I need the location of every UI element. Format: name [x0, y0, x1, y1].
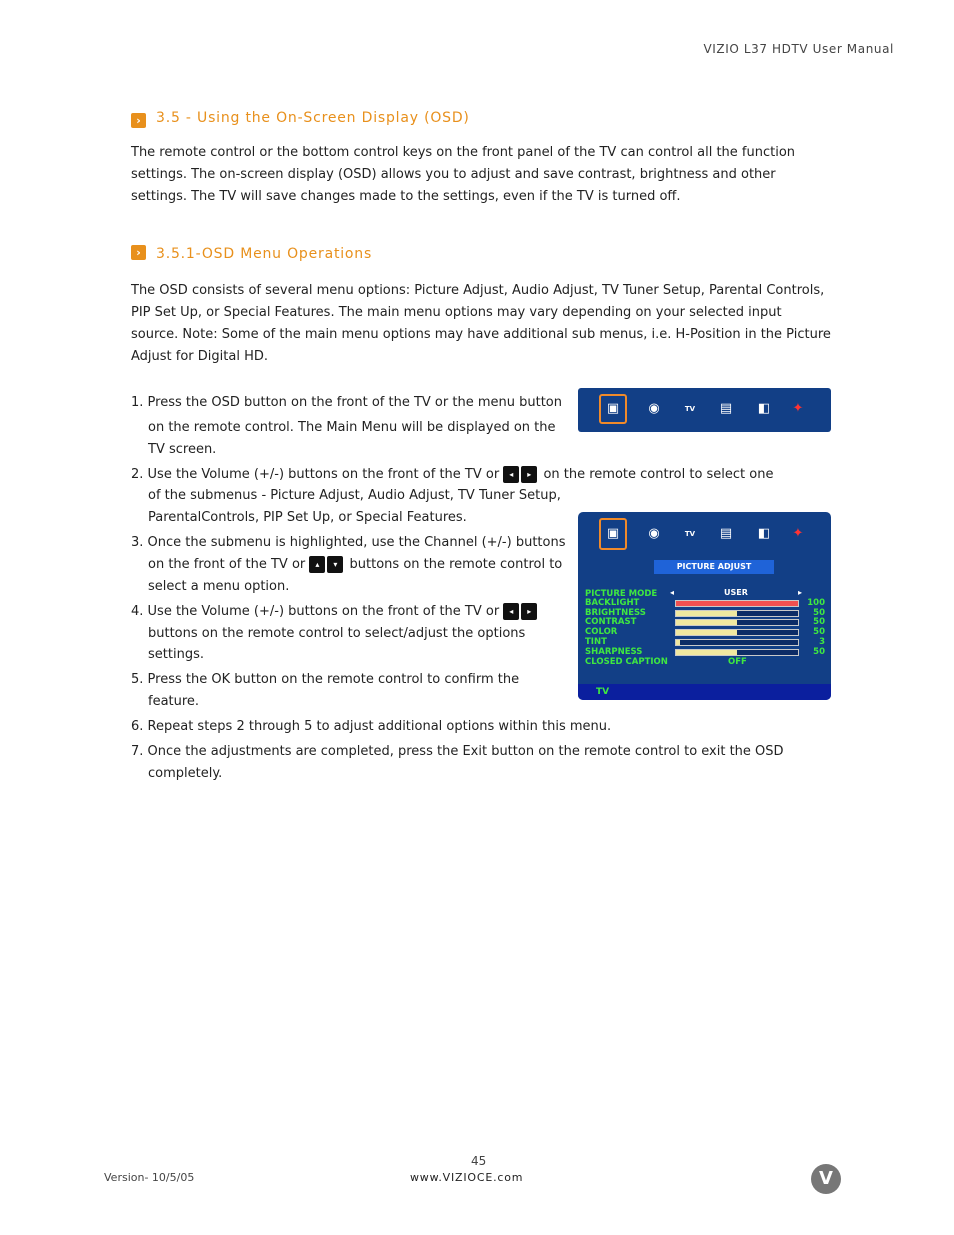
lock-icon: ▤	[719, 526, 733, 541]
section-body: The remote control or the bottom control keys on the front panel of the TV can control all the function settings. The on-screen display (OSD) allows you to adjust and save contrast, brightness and other settings. The TV will save changes made to the settings, even if the TV is turned off.	[131, 145, 796, 204]
step-5-line-2: feature.	[148, 694, 200, 709]
step-4-text: 4. Use the Volume (+/-) buttons on the front of the TV or	[131, 604, 500, 619]
picture-mode-value: USER	[724, 588, 748, 597]
picture-icon: ▣	[606, 526, 620, 541]
pip-icon: ◧	[757, 526, 771, 541]
osd-row-value: 50	[813, 627, 825, 637]
osd-row-value: 50	[813, 617, 825, 627]
osd-level-bar	[675, 629, 799, 636]
manual-title: VIZIO L37 HDTV User Manual	[703, 42, 894, 56]
osd-source-bar	[578, 684, 831, 700]
special-features-icon: ✦	[792, 401, 804, 416]
page-number: 45	[471, 1154, 487, 1168]
step-1-line-3: TV screen.	[148, 442, 217, 457]
osd-row-label: PICTURE MODE	[585, 589, 658, 599]
osd-banner: PICTURE ADJUST	[654, 560, 774, 574]
step-7-line-2: completely.	[148, 766, 223, 781]
tv-icon: TV	[684, 405, 696, 413]
step-3-line-1: 3. Once the submenu is highlighted, use the Channel (+/-) buttons	[131, 535, 566, 550]
chevron-right-icon: ›	[131, 245, 146, 260]
left-arrow-icon: ◂	[670, 588, 675, 597]
step-4-line-2: buttons on the remote control to select/adjust the options	[148, 626, 526, 641]
picture-icon: ▣	[606, 401, 620, 416]
vizio-logo: V	[811, 1164, 841, 1194]
subsection-title: 3.5.1-OSD Menu Operations	[156, 246, 373, 262]
step-1-line-2: on the remote control. The Main Menu will be displayed on the	[148, 420, 556, 435]
right-arrow-icon: ▸	[521, 603, 537, 620]
osd-row-value: 50	[813, 608, 825, 618]
pip-icon: ◧	[757, 401, 771, 416]
step-5-line-1: 5. Press the OK button on the remote control to confirm the	[131, 672, 520, 687]
osd-row-value: 50	[813, 647, 825, 657]
osd-main-menu-image	[578, 388, 831, 432]
subsection-body: The OSD consists of several menu options: Picture Adjust, Audio Adjust, TV Tuner Setup, Parental Controls, PIP Set Up, or Special Features. The main menu options may vary depending on your selected input source. Note: Some of the main menu options may have additional sub menus, i.e. H-Position in the Picture Adjust for Digital HD.	[131, 283, 831, 364]
osd-level-bar	[675, 649, 799, 656]
osd-level-bar	[675, 619, 799, 626]
step-2-line-2: of the submenus - Picture Adjust, Audio Adjust, TV Tuner Setup,	[148, 488, 561, 503]
source-label: TV	[596, 687, 610, 697]
osd-row-value: 100	[807, 598, 825, 608]
speaker-icon: ◉	[648, 526, 660, 541]
osd-level-bar	[675, 610, 799, 617]
osd-level-bar	[675, 600, 799, 607]
step-6: 6. Repeat steps 2 through 5 to adjust additional options within this menu.	[131, 719, 612, 734]
osd-row-label: BACKLIGHT	[585, 598, 640, 608]
left-arrow-icon: ◂	[503, 603, 519, 620]
step-2-line-1	[131, 464, 773, 486]
website-url: www.VIZIOCE.com	[410, 1171, 524, 1184]
version-label: Version- 10/5/05	[104, 1171, 195, 1184]
step-7-line-1: 7. Once the adjustments are completed, press the Exit button on the remote control to exit the OSD	[131, 744, 784, 759]
step-3-tail: buttons on the remote control to	[349, 557, 563, 572]
step-3-line-3: select a menu option.	[148, 579, 290, 594]
step-1-line-1: 1. Press the OSD button on the front of the TV or the menu button	[131, 395, 562, 410]
section-title: 3.5 - Using the On-Screen Display (OSD)	[156, 110, 470, 126]
step-3-line-2	[131, 554, 562, 576]
osd-row-label: SHARPNESS	[585, 647, 643, 657]
tv-icon: TV	[684, 530, 696, 538]
step-4-line-3: settings.	[148, 647, 204, 662]
left-arrow-icon: ◂	[503, 466, 519, 483]
up-arrow-icon: ▴	[309, 556, 325, 573]
osd-row-label: COLOR	[585, 627, 618, 637]
down-arrow-icon: ▾	[327, 556, 343, 573]
osd-row-label: BRIGHTNESS	[585, 608, 646, 618]
right-arrow-icon: ▸	[798, 588, 803, 597]
right-arrow-icon: ▸	[521, 466, 537, 483]
osd-row-label: CLOSED CAPTION	[585, 657, 668, 667]
step-3-text: on the front of the TV or	[148, 557, 306, 572]
lock-icon: ▤	[719, 401, 733, 416]
special-features-icon: ✦	[792, 526, 804, 541]
osd-row-label: TINT	[585, 637, 607, 647]
chevron-right-icon: ›	[131, 113, 146, 128]
speaker-icon: ◉	[648, 401, 660, 416]
closed-caption-value: OFF	[728, 657, 747, 667]
osd-row-label: CONTRAST	[585, 617, 637, 627]
osd-picture-adjust-image	[578, 512, 831, 700]
step-2-text: 2. Use the Volume (+/-) buttons on the front of the TV or	[131, 467, 500, 482]
step-2-tail: on the remote control to select one	[543, 467, 774, 482]
osd-row-value: 3	[819, 637, 825, 647]
step-2-line-3: ParentalControls, PIP Set Up, or Special Features.	[148, 510, 467, 525]
osd-level-bar	[675, 639, 799, 646]
step-4-line-1	[131, 601, 539, 623]
